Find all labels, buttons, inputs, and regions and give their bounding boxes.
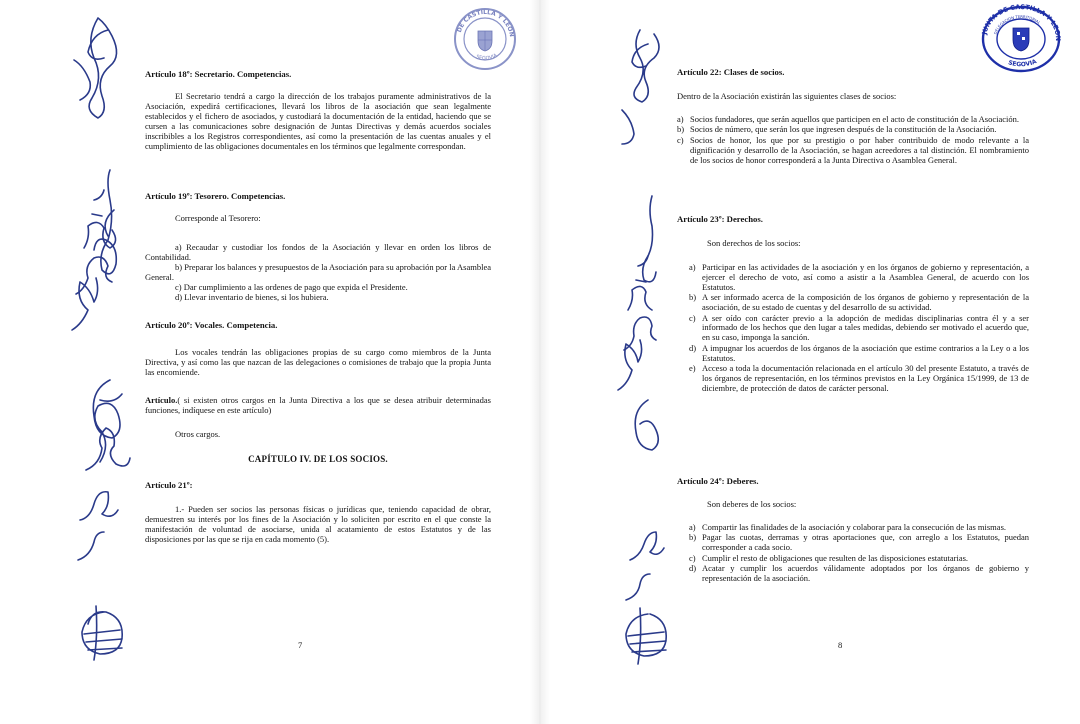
article-20-body: Los vocales tendrán las obligaciones propias de su cargo como miembros de la Junta Directiva, y así como las que nazcan de las delegaciones o comisiones de trabajo que la propia Junta las encomiende. — [145, 347, 491, 377]
article-19-item-a: a) Recaudar y custodiar los fondos de la Asociación y llevar en orden los libros de Contabilidad. — [145, 242, 491, 262]
article-18-body: El Secretario tendrá a cargo la dirección de los trabajos puramente administrativos de la Asociación, expedirá certificaciones, llevará los libros de la asociación que sean legalmente establecidos y el fichero de asociados, y custodiará la documentación de la entidad, haciendo que se cursen a las comunicaciones sobre designación de Juntas Directivas y demás acuerdos sociales inscribibles a los Registros correspondientes, así como la presentación de las cuentas anuales y el cumplimiento de las obligaciones documentales en los términos que legalmente correspondan. — [145, 91, 491, 151]
official-stamp — [452, 6, 518, 72]
list-item-text: Compartir las finalidades de la asociación y colaborar para la consecución de las mismas. — [702, 522, 1006, 532]
article-21-heading: Artículo 21º: — [145, 480, 193, 490]
list-marker: b) — [677, 124, 685, 135]
handwritten-signatures — [588, 0, 678, 724]
article-22-list — [677, 115, 1029, 166]
svg-text:SEGOVIA — [475, 52, 499, 61]
article-19-heading: Artículo 19º: Tesorero. Competencias. — [145, 191, 286, 201]
article-18-heading: Artículo 18º: Secretario. Competencias. — [145, 69, 292, 79]
article-21-body: 1.- Pueden ser socios las personas físicas o jurídicas que, teniendo capacidad de obrar, demuestren su interés por los fines de la Asociación y lo soliciten por escrito en el que conste la manifestación de voluntad de asociarse, unida al acatamiento de estos Estatutos y de las disposiciones por las que se rija en cada momento (5). — [145, 504, 491, 544]
list-item-text: Socios de honor, los que por su prestigio o por haber contribuido de modo relevante a la dignificación y desarrollo de la Asociación, se hagan acreedores a tal distinción. El nombramiento de los socios de honor corresponderá a la Junta Directiva o Asamblea General. — [690, 134, 1029, 165]
coat-of-arms-icon — [1013, 28, 1029, 51]
article-generic-body: ( si existen otros cargos en la Junta Directiva a los que se desea atribuir determinadas funciones, indíquese en este artículo) — [145, 395, 491, 415]
article-22-intro: Dentro de la Asociación existirán las siguientes clases de socios: — [677, 91, 897, 101]
article-generic — [145, 396, 491, 416]
list-item — [677, 125, 1029, 135]
list-item-text: Socios fundadores, que serán aquellos que participen en el acto de constitución de la Asociación. — [690, 114, 1020, 124]
list-marker: a) — [677, 114, 684, 124]
list-marker: e) — [689, 363, 696, 374]
article-22-heading: Artículo 22: Clases de socios. — [677, 67, 785, 77]
article-24-intro: Son deberes de los socios: — [707, 499, 797, 509]
list-item-text: Socios de número, que serán los que ingresen después de la constitución de la Asociación. — [690, 124, 997, 135]
page-number: 8 — [838, 640, 843, 650]
list-item — [689, 564, 1029, 584]
list-item — [689, 293, 1029, 313]
list-item-text: A ser informado acerca de la composición de los órganos de gobierno y representación de la asociación, de su estado de cuentas y del desarrollo de su actividad. — [702, 292, 1029, 313]
article-24-heading: Artículo 24º: Deberes. — [677, 476, 759, 486]
article-19-item-b: b) Preparar los balances y presupuestos de la Asociación para su aprobación por la Asamblea General. — [145, 261, 491, 282]
stamp-text-top: DE CASTILLA Y LEON — [455, 8, 515, 38]
list-item-text: Acceso a toda la documentación relacionada en el artículo 30 del presente Estatuto, a través de los órganos de representación, en los términos previstos en la Ley Orgánica 15/1999, de 13 de diciembre, de protección de datos de carácter personal. — [702, 363, 1029, 393]
article-20-heading: Artículo 20º: Vocales. Competencia. — [145, 320, 278, 330]
article-23-list — [689, 263, 1029, 394]
list-item-text: Pagar las cuotas, derramas y otras aportaciones que, con arreglo a los Estatutos, puedan corresponder a cada socio. — [702, 532, 1029, 553]
stamp-text-middle: DELEGACION TERRITORIAL — [992, 13, 1042, 36]
article-19-item-c: c) Dar cumplimiento a las ordenes de pago que expida el Presidente. — [175, 281, 408, 292]
list-item — [689, 364, 1029, 394]
list-item-text: A impugnar los acuerdos de los órganos de la asociación que estime contrarios a la Ley o a los Estatutos. — [702, 342, 1029, 363]
list-item — [689, 554, 1029, 564]
article-19-intro: Corresponde al Tesorero: — [175, 213, 261, 223]
official-stamp — [980, 4, 1062, 74]
list-marker: d) — [689, 563, 697, 574]
article-19-list — [145, 243, 491, 302]
handwritten-signatures — [40, 0, 140, 724]
list-item-text: A ser oído con carácter previo a la adopción de medidas disciplinarias contra él y a ser informado de los hechos que den lugar a tales medidas, debiendo ser motivado el acuerdo que, en su caso, imponga la sanción. — [702, 312, 1029, 343]
list-marker: c) — [689, 312, 696, 323]
list-marker: b) — [689, 532, 697, 543]
chapter-title: CAPÍTULO IV. DE LOS SOCIOS. — [248, 454, 388, 464]
coat-of-arms-icon — [478, 31, 492, 51]
stamp-text-bottom: SEGOVIA — [475, 52, 499, 62]
list-item-text: Acatar y cumplir los acuerdos válidamente adoptados por los órganos de gobierno y representación de la asociación. — [702, 563, 1029, 584]
list-item — [689, 523, 1029, 533]
list-item-text: Participar en las actividades de la asociación y en los órganos de gobierno y representación, a ejercer el derecho de voto, así como a asistir a la Asamblea General, de acuerdo con los Estatutos. — [702, 262, 1029, 292]
list-item — [677, 115, 1029, 125]
article-19-item-d: d) Llevar inventario de bienes, si los hubiera. — [175, 291, 329, 302]
list-marker: b) — [689, 292, 697, 303]
list-marker: d) — [689, 342, 697, 353]
list-marker: a) — [689, 522, 696, 532]
list-item-text: Cumplir el resto de obligaciones que resulten de las disposiciones estatutarias. — [702, 552, 969, 563]
other-positions: Otros cargos. — [175, 429, 221, 439]
stamp-text-top: JUNTA DE CASTILLA Y LEON — [980, 4, 1062, 42]
stamp-text-bottom: SEGOVIA — [1007, 58, 1038, 69]
list-marker: c) — [689, 552, 696, 563]
list-item — [689, 263, 1029, 293]
page-8 — [540, 0, 1080, 724]
page-number: 7 — [298, 640, 303, 650]
list-marker: c) — [677, 134, 684, 145]
article-23-heading: Artículo 23º: Derechos. — [677, 214, 763, 224]
list-item — [689, 314, 1029, 344]
article-generic-heading: Artículo. — [145, 395, 178, 405]
list-item — [689, 344, 1029, 364]
article-23-intro: Son derechos de los socios: — [707, 238, 801, 248]
list-item — [689, 533, 1029, 553]
list-item — [677, 136, 1029, 166]
article-24-list — [689, 523, 1029, 584]
list-marker: a) — [689, 262, 696, 272]
